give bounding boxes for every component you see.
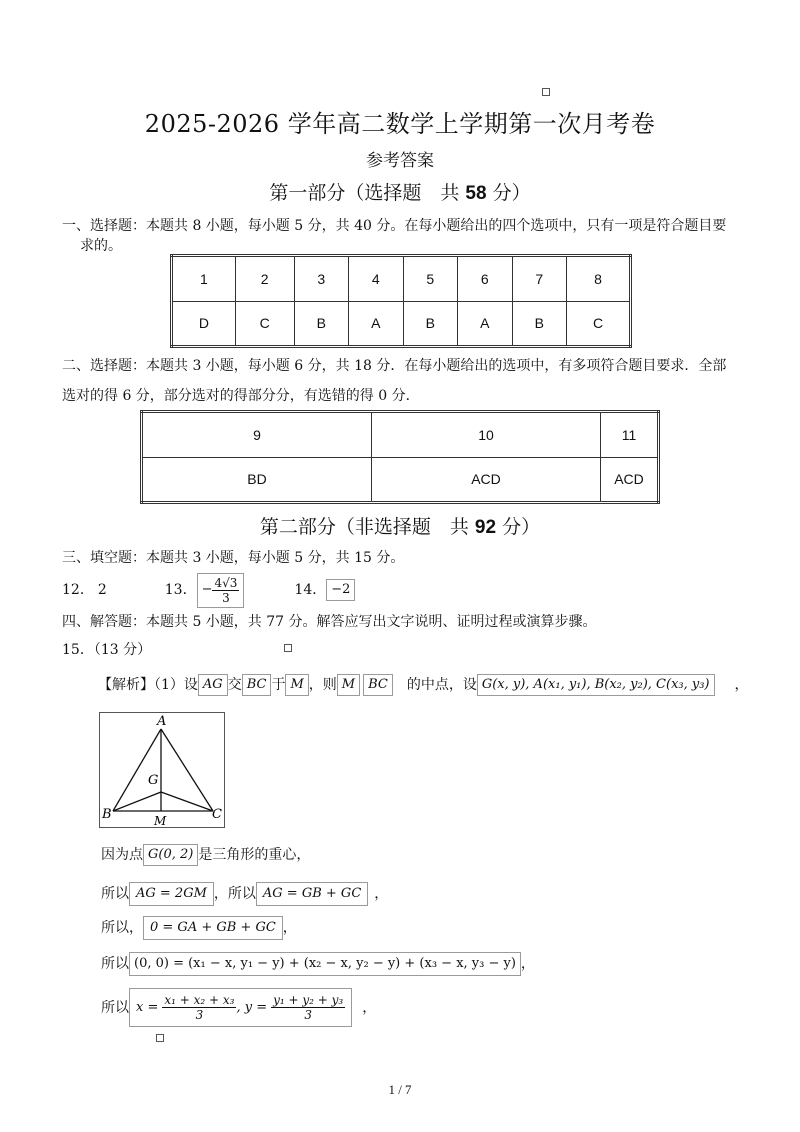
word-let: 设	[462, 677, 477, 693]
q13-sign: −	[201, 582, 213, 597]
table-cell: BD	[142, 457, 372, 503]
q12-answer: 2	[97, 582, 107, 598]
q13-answer	[197, 573, 245, 608]
page-subtitle: 参考答案	[366, 151, 434, 171]
solution-line-coordinates	[101, 952, 535, 976]
q14-answer: −2	[326, 579, 355, 601]
table-cell: 1	[172, 256, 236, 302]
formula-coordinate-sum: (0, 0) = (x₁ − x, y₁ − y) + (x₂ − x, y₂ − y) + (x₃ − x, y₃ − y)	[129, 952, 521, 976]
solution-line-vectors-1	[101, 882, 388, 906]
text: ，	[520, 956, 535, 972]
text: 所以	[101, 956, 129, 972]
text: 是三角形的重心，	[198, 847, 311, 863]
edge-ac	[161, 729, 213, 811]
x-numerator: x₁ + x₂ + x₃	[164, 993, 235, 1007]
solution-lead: 【解析】（1）设	[98, 677, 198, 693]
y-lhs: , y =	[236, 999, 268, 1015]
segment-bg	[113, 792, 161, 811]
answer-table-2	[140, 410, 660, 504]
formula-centroid-coordinates	[129, 988, 352, 1027]
y-numerator: y₁ + y₂ + y₃	[273, 993, 344, 1007]
table-cell: B	[403, 301, 458, 347]
formula-m: M	[285, 674, 308, 696]
formula-g-point: G(0, 2)	[143, 844, 198, 866]
q14-label: 14．	[294, 582, 327, 598]
text: 所以	[101, 886, 129, 902]
text: ，	[362, 999, 377, 1016]
decorative-mark	[156, 1034, 164, 1042]
table-cell: 10	[372, 412, 601, 458]
solution-line-vectors-2	[101, 916, 297, 940]
table-cell: D	[172, 301, 236, 347]
part2-title-suffix: 分）	[496, 516, 541, 538]
table-cell: 11	[601, 412, 659, 458]
x-lhs: x =	[136, 999, 159, 1015]
q13-label: 13．	[164, 582, 197, 598]
table-cell: 2	[235, 256, 294, 302]
label-c: C	[212, 807, 222, 822]
part1-title-prefix: 第一部分（选择题 共	[269, 182, 466, 204]
table-row	[142, 412, 659, 458]
label-m: M	[154, 814, 167, 828]
section2-desc-line1: 二、选择题：本题共 3 小题，每小题 6 分，共 18 分．在每小题给出的选项中，有多项符合题目要求．全部	[62, 358, 727, 374]
page-number: 1 / 7	[388, 1082, 412, 1097]
solution-line-1	[98, 674, 749, 696]
y-denominator: 3	[304, 1008, 312, 1022]
y-fraction	[271, 993, 345, 1022]
solution-line-centroid	[101, 844, 310, 866]
text: 因为点	[101, 847, 143, 863]
section2-desc-line2: 选对的得 6 分，部分选对的得部分分，有选错的得 0 分．	[62, 388, 420, 404]
solution-line-result	[101, 988, 376, 1027]
table-cell: C	[567, 301, 631, 347]
x-fraction	[162, 993, 236, 1022]
label-a: A	[157, 714, 167, 729]
table-cell: 9	[142, 412, 372, 458]
part1-title-suffix: 分）	[486, 182, 531, 204]
formula-vector-zero-sum: 0 = GA + GB + GC	[143, 916, 283, 940]
formula-vector-ag-gm: AG = 2GM	[129, 882, 214, 906]
part1-score: 58	[465, 183, 487, 204]
q13-numerator: 4√3	[214, 575, 238, 590]
table-cell: A	[349, 301, 404, 347]
text: 所以	[101, 999, 129, 1016]
table-cell: 8	[567, 256, 631, 302]
text: ，	[374, 886, 389, 902]
segment-cg	[161, 792, 213, 811]
text: 所以，	[101, 920, 143, 936]
label-b: B	[102, 807, 112, 822]
table-cell: 7	[512, 256, 567, 302]
word-at: 于	[271, 677, 286, 693]
formula-ag: AG	[198, 674, 228, 696]
q13-fraction	[212, 576, 239, 605]
section4-desc: 四、解答题：本题共 5 小题，共 77 分。解答应写出文字说明、证明过程或演算步骤。	[62, 614, 597, 630]
formula-bc-2: BC	[363, 674, 393, 696]
formula-bc: BC	[242, 674, 272, 696]
table-cell: B	[512, 301, 567, 347]
text: ，所以	[213, 886, 256, 902]
label-g: G	[148, 773, 159, 788]
q12-label: 12．	[62, 582, 94, 598]
triangle-figure	[99, 712, 225, 828]
formula-vector-ag-sum: AG = GB + GC	[256, 882, 368, 906]
table-cell: 6	[458, 256, 513, 302]
table-cell: B	[294, 301, 349, 347]
x-denominator: 3	[195, 1008, 204, 1022]
table-cell: ACD	[601, 457, 659, 503]
decorative-mark	[284, 644, 292, 652]
table-cell: C	[235, 301, 294, 347]
answer-table-1	[170, 254, 632, 348]
formula-coordinates: G(x, y), A(x₁, y₁), B(x₂, y₂), C(x₃, y₃)	[477, 674, 715, 696]
table-cell: A	[458, 301, 513, 347]
word-midpoint: 的中点，	[406, 677, 463, 693]
word-intersect: 交	[227, 677, 242, 693]
fill-answers	[62, 568, 355, 612]
comma: ，	[734, 677, 749, 693]
word-then: ，则	[308, 677, 337, 693]
part2-title	[0, 512, 800, 539]
text: ，	[282, 920, 297, 936]
table-cell: ACD	[372, 457, 601, 503]
table-row	[172, 301, 631, 347]
formula-m-2: M	[337, 674, 360, 696]
q15-header: 15．（13 分）	[62, 642, 152, 658]
table-cell: 3	[294, 256, 349, 302]
section3-desc: 三、填空题：本题共 3 小题，每小题 5 分，共 15 分。	[62, 550, 405, 566]
edge-ab	[113, 729, 161, 811]
q13-denominator: 3	[222, 590, 230, 605]
section1-desc-line2: 求的。	[80, 238, 122, 254]
page-title: 2025-2026 学年高二数学上学期第一次月考卷	[144, 110, 656, 138]
part2-score: 92	[474, 517, 497, 538]
part2-title-prefix: 第二部分（非选择题 共	[259, 516, 475, 538]
decorative-mark	[542, 88, 550, 96]
table-cell: 4	[349, 256, 404, 302]
table-row	[142, 457, 659, 503]
table-row	[172, 256, 631, 302]
table-cell: 5	[403, 256, 458, 302]
section1-desc-line1: 一、选择题：本题共 8 小题，每小题 5 分，共 40 分。在每小题给出的四个选项中，只有一项是符合题目要	[62, 218, 727, 234]
part1-title	[0, 178, 800, 205]
